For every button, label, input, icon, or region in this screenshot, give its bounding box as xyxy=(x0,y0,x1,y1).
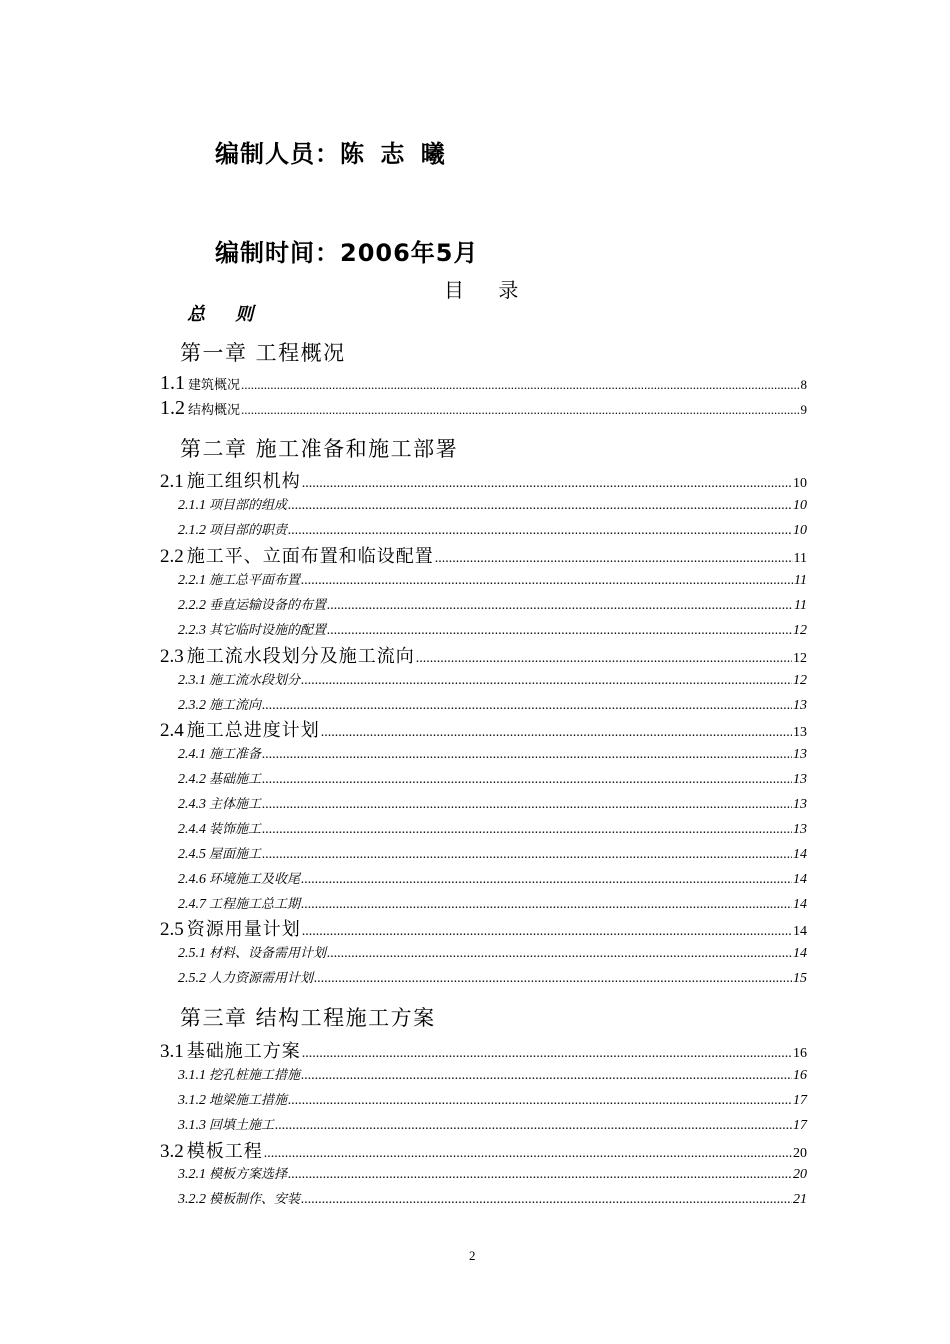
toc-leader xyxy=(288,523,792,539)
toc-entry-number: 3.1 xyxy=(160,1041,184,1062)
date-label: 编制时间： xyxy=(215,239,340,267)
toc-entry-page: 17 xyxy=(793,1093,807,1108)
toc-entry[interactable] xyxy=(160,467,807,493)
toc-entry[interactable] xyxy=(178,694,807,714)
toc-entry-number: 2.2.1 xyxy=(178,573,206,588)
toc-entry-label: 施工准备 xyxy=(209,747,262,762)
toc-entry-label: 工程施工总工期 xyxy=(209,897,301,912)
toc-entry[interactable] xyxy=(178,619,807,639)
toc-leader xyxy=(302,476,792,492)
toc-entry[interactable] xyxy=(178,569,807,589)
toc-leader xyxy=(314,971,792,987)
toc-entry-page: 14 xyxy=(793,872,807,887)
toc-entry-number: 1.1 xyxy=(160,372,185,394)
compiler-name: 陈 志 曦 xyxy=(340,140,449,168)
toc-entry[interactable] xyxy=(178,1163,807,1183)
toc-entry-page: 13 xyxy=(793,725,807,740)
page-number: 2 xyxy=(469,1248,476,1263)
toc-entry-number: 2.2.2 xyxy=(178,598,206,613)
toc-entry-label: 模板方案选择 xyxy=(209,1167,288,1182)
toc-leader xyxy=(262,747,792,763)
toc-entry-page: 13 xyxy=(793,822,807,837)
toc-entry[interactable] xyxy=(178,942,807,962)
toc-entry-label: 模板工程 xyxy=(186,1141,263,1162)
toc-leader xyxy=(262,797,792,813)
toc-entry-number: 3.2 xyxy=(160,1141,184,1162)
toc-entry-number: 3.1.3 xyxy=(178,1118,206,1133)
toc-entry[interactable] xyxy=(160,642,807,668)
toc-entry-number: 2.2.3 xyxy=(178,623,206,638)
toc-entry-number: 2.4 xyxy=(160,720,184,741)
toc-leader xyxy=(416,651,792,667)
toc-entry[interactable] xyxy=(178,793,807,813)
toc-entry-label: 建筑概况 xyxy=(188,378,241,393)
toc-entry-label: 装饰施工 xyxy=(209,822,262,837)
toc-entry-label: 垂直运输设备的布置 xyxy=(209,598,327,613)
toc-entry-page: 20 xyxy=(793,1146,807,1161)
toc-entry[interactable] xyxy=(160,542,807,568)
toc-entry-number: 2.4.3 xyxy=(178,797,206,812)
toc-entry-label: 施工流水段划分 xyxy=(209,673,301,688)
toc-entry-page: 9 xyxy=(800,402,807,417)
toc-leader xyxy=(302,1046,792,1062)
toc-entry-page: 20 xyxy=(793,1167,807,1182)
toc-entry-number: 2.5 xyxy=(160,919,184,940)
toc-entry[interactable] xyxy=(178,818,807,838)
toc-leader xyxy=(301,573,793,589)
toc-entry-page: 14 xyxy=(793,924,807,939)
toc-leader xyxy=(288,498,792,514)
toc-entry-page: 16 xyxy=(793,1068,807,1083)
toc-entry[interactable] xyxy=(178,893,807,913)
toc-entry-page: 14 xyxy=(793,847,807,862)
toc-entry-number: 2.3 xyxy=(160,646,184,667)
toc-entry[interactable] xyxy=(178,743,807,763)
toc-entry[interactable] xyxy=(178,768,807,788)
toc-entry-label: 其它临时设施的配置 xyxy=(209,623,327,638)
toc-leader xyxy=(327,946,792,962)
toc-entry-page: 16 xyxy=(793,1046,807,1061)
toc-entry-label: 基础施工方案 xyxy=(186,1041,301,1062)
toc-leader xyxy=(241,402,799,418)
toc-entry-number: 3.1.1 xyxy=(178,1068,206,1083)
toc-entry-label: 屋面施工 xyxy=(209,847,262,862)
toc-entry-number: 2.3.2 xyxy=(178,698,206,713)
toc-entry-number: 2.4.1 xyxy=(178,747,206,762)
toc-entry-number: 2.5.1 xyxy=(178,946,206,961)
toc-entry[interactable] xyxy=(178,868,807,888)
toc-entry-page: 13 xyxy=(793,797,807,812)
toc-entry[interactable] xyxy=(178,967,807,987)
toc-entry-number: 2.1.1 xyxy=(178,498,206,513)
toc-entry-number: 3.2.2 xyxy=(178,1192,206,1207)
toc-entry-label: 施工平、立面布置和临设配置 xyxy=(186,546,434,567)
toc-entry-page: 14 xyxy=(793,946,807,961)
toc-entry-label: 人力资源需用计划 xyxy=(209,971,314,986)
toc-entry-label: 地梁施工措施 xyxy=(209,1093,288,1108)
toc-entry-label: 施工流水段划分及施工流向 xyxy=(186,646,415,667)
toc-leader xyxy=(262,847,792,863)
toc-entry[interactable] xyxy=(160,1137,807,1163)
toc-entry-number: 2.1.2 xyxy=(178,523,206,538)
toc-entry-number: 2.4.7 xyxy=(178,897,206,912)
toc-entry[interactable] xyxy=(178,594,807,614)
toc-entry-page: 21 xyxy=(793,1192,807,1207)
toc-entry-page: 12 xyxy=(793,623,807,638)
toc-leader xyxy=(301,673,792,689)
toc-title: 目 录 xyxy=(444,278,533,302)
toc-leader xyxy=(302,924,792,940)
toc-leader xyxy=(262,698,792,714)
toc-entry-number: 2.1 xyxy=(160,471,184,492)
toc-entry-number: 2.3.1 xyxy=(178,673,206,688)
toc-entry-number: 2.4.4 xyxy=(178,822,206,837)
toc-entry-page: 11 xyxy=(793,551,807,566)
toc-entry-page: 10 xyxy=(793,476,807,491)
date-line xyxy=(215,233,479,268)
toc-entry-label: 结构概况 xyxy=(188,403,241,418)
toc-entry[interactable] xyxy=(178,843,807,863)
toc-entry-label: 模板制作、安装 xyxy=(209,1192,301,1207)
toc-entry-number: 2.4.5 xyxy=(178,847,206,862)
toc-entry-number: 2.4.2 xyxy=(178,772,206,787)
toc-entry-label: 基础施工 xyxy=(209,772,262,787)
toc-entry-number: 2.2 xyxy=(160,546,184,567)
toc-entry[interactable] xyxy=(178,1064,807,1084)
toc-entry-page: 13 xyxy=(793,747,807,762)
toc-leader xyxy=(264,1146,792,1162)
compiler-label: 编制人员： xyxy=(215,140,340,168)
toc-entry-label: 回填土施工 xyxy=(209,1118,275,1133)
toc-leader xyxy=(262,822,792,838)
toc-leader xyxy=(262,772,792,788)
toc-entry-number: 3.1.2 xyxy=(178,1093,206,1108)
toc-chapter-2: 第二章 施工准备和施工部署 xyxy=(180,437,459,461)
toc-entry-page: 12 xyxy=(793,673,807,688)
toc-entry-number: 2.4.6 xyxy=(178,872,206,887)
toc-entry[interactable] xyxy=(178,1114,807,1134)
toc-entry-page: 14 xyxy=(793,897,807,912)
toc-entry-page: 10 xyxy=(793,523,807,538)
toc-entry[interactable] xyxy=(160,716,807,742)
compiler-line xyxy=(215,134,449,169)
toc-entry[interactable] xyxy=(178,669,807,689)
toc-general: 总 则 xyxy=(187,304,266,325)
toc-leader xyxy=(301,1068,792,1084)
toc-entry-label: 施工总进度计划 xyxy=(186,720,320,741)
toc-entry-number: 3.2.1 xyxy=(178,1167,206,1182)
toc-entry-page: 13 xyxy=(793,698,807,713)
toc-entry-label: 施工流向 xyxy=(209,698,262,713)
toc-leader xyxy=(241,377,799,393)
toc-entry[interactable] xyxy=(178,519,807,539)
toc-entry-page: 8 xyxy=(800,377,807,392)
toc-entry-page: 12 xyxy=(793,651,807,666)
toc-chapter-1: 第一章 工程概况 xyxy=(180,341,346,365)
toc-entry-number: 2.5.2 xyxy=(178,971,206,986)
toc-leader xyxy=(327,623,792,639)
toc-leader xyxy=(301,872,792,888)
toc-leader xyxy=(327,598,793,614)
toc-leader xyxy=(301,897,792,913)
toc-leader xyxy=(288,1093,792,1109)
toc-entry-page: 10 xyxy=(793,498,807,513)
toc-entry[interactable] xyxy=(178,494,807,514)
toc-entry[interactable] xyxy=(160,397,807,420)
toc-leader xyxy=(288,1167,792,1183)
toc-leader xyxy=(435,551,793,567)
toc-entry-label: 挖孔桩施工措施 xyxy=(209,1068,301,1083)
toc-entry[interactable] xyxy=(178,1089,807,1109)
toc-chapter-3: 第三章 结构工程施工方案 xyxy=(180,1006,436,1030)
toc-entry-page: 11 xyxy=(794,598,807,613)
toc-entry-label: 项目部的职责 xyxy=(209,523,288,538)
toc-entry-label: 资源用量计划 xyxy=(186,919,301,940)
toc-leader xyxy=(275,1118,792,1134)
toc-entry[interactable] xyxy=(160,372,807,395)
toc-entry-label: 施工组织机构 xyxy=(186,471,301,492)
toc-entry-page: 13 xyxy=(793,772,807,787)
toc-entry-label: 环境施工及收尾 xyxy=(209,872,301,887)
toc-entry-page: 15 xyxy=(793,971,807,986)
toc-entry[interactable] xyxy=(178,1188,807,1208)
toc-entry-page: 11 xyxy=(794,573,807,588)
toc-entry[interactable] xyxy=(160,1037,807,1063)
date-value: 2006年5月 xyxy=(340,239,479,267)
toc-entry-label: 材料、设备需用计划 xyxy=(209,946,327,961)
toc-entry-label: 施工总平面布置 xyxy=(209,573,301,588)
toc-leader xyxy=(301,1192,792,1208)
toc-entry-number: 1.2 xyxy=(160,397,185,419)
toc-entry[interactable] xyxy=(160,915,807,941)
toc-entry-page: 17 xyxy=(793,1118,807,1133)
toc-entry-label: 项目部的组成 xyxy=(209,498,288,513)
toc-entry-label: 主体施工 xyxy=(209,797,262,812)
toc-leader xyxy=(321,725,792,741)
